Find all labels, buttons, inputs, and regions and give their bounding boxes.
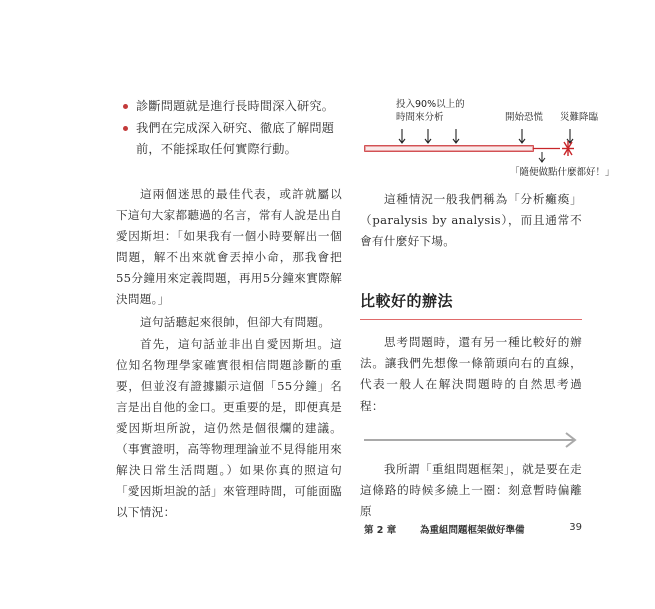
section-divider bbox=[360, 319, 582, 320]
right-arrow-icon bbox=[360, 427, 582, 453]
bullet-item bbox=[116, 118, 342, 160]
diagram-label-disaster: 災難降臨 bbox=[560, 112, 599, 123]
body-paragraph: 這種情況一般我們稱為「分析癱瘓」（paralysis by analysis），而且通常不會有什麼好下場。 bbox=[360, 192, 582, 249]
disaster-burst-icon bbox=[562, 141, 574, 156]
diagram-label-panic: 開始恐慌 bbox=[505, 112, 544, 123]
section-heading: 比較好的辦法 bbox=[360, 292, 454, 311]
bullet-text: 我們在完成深入研究、徹底了解問題前，不能採取任何實際行動。 bbox=[136, 121, 335, 156]
chapter-title: 為重組問題框架做好準備 bbox=[420, 525, 525, 536]
left-column bbox=[116, 96, 342, 524]
body-paragraph: 思考問題時，還有另一種比較好的辦法。讓我們先想像一條箭頭向右的直線，代表一般人在解決問題時的自然思考過程： bbox=[360, 335, 582, 413]
body-paragraph: 這句話聽起來很帥，但卻大有問題。 bbox=[140, 314, 331, 329]
bullet-item bbox=[116, 96, 342, 117]
body-paragraph: 我所謂「重組問題框架」，就是要在走這條路的時候多繞上一圈：刻意暫時偏離原 bbox=[360, 461, 582, 518]
diagram-label-anything: 「隨便做點什麼都好！」 bbox=[510, 167, 615, 178]
bullet-text: 診斷問題就是進行長時間深入研究。 bbox=[136, 99, 335, 113]
down-arrows-icon bbox=[399, 129, 573, 143]
myth-bullet-list bbox=[116, 96, 342, 160]
chapter-number: 第 2 章 bbox=[364, 525, 397, 536]
right-column bbox=[360, 96, 615, 522]
bullet-dot-icon bbox=[123, 104, 128, 109]
page-number: 39 bbox=[569, 522, 582, 533]
body-paragraph: 這兩個迷思的最佳代表，或許就屬以下這句大家都聽過的名言，常有人說是出自愛因斯坦：「如果我有一個小時要解出一個問題，解不出來就會丟掉小命，那我會把55分鐘用來定義問題，再用5分鐘來實際解決問題。」 bbox=[116, 187, 342, 307]
thinking-process-arrow bbox=[360, 427, 582, 453]
body-paragraph: 首先，這句話並非出自愛因斯坦。這位知名物理學家確實很相信問題診斷的重要，但並沒有證據顯示這個「55分鐘」名言是出自他的金口。更重要的是，即便真是愛因斯坦所說，這仍然是個很爛的建議。（事實證明，高等物理理論並不見得能用來解決日常生活問題。）如果你真的照這句「愛因斯坦說的話」來管理時間，可能面臨以下情況： bbox=[116, 336, 342, 520]
diagram-drawing bbox=[360, 96, 582, 186]
analysis-paralysis-diagram bbox=[360, 96, 615, 186]
bullet-dot-icon bbox=[123, 126, 128, 131]
diagram-label-research-2: 時間來分析 bbox=[396, 112, 444, 123]
diagram-label-research: 投入90%以上的 bbox=[396, 99, 465, 110]
